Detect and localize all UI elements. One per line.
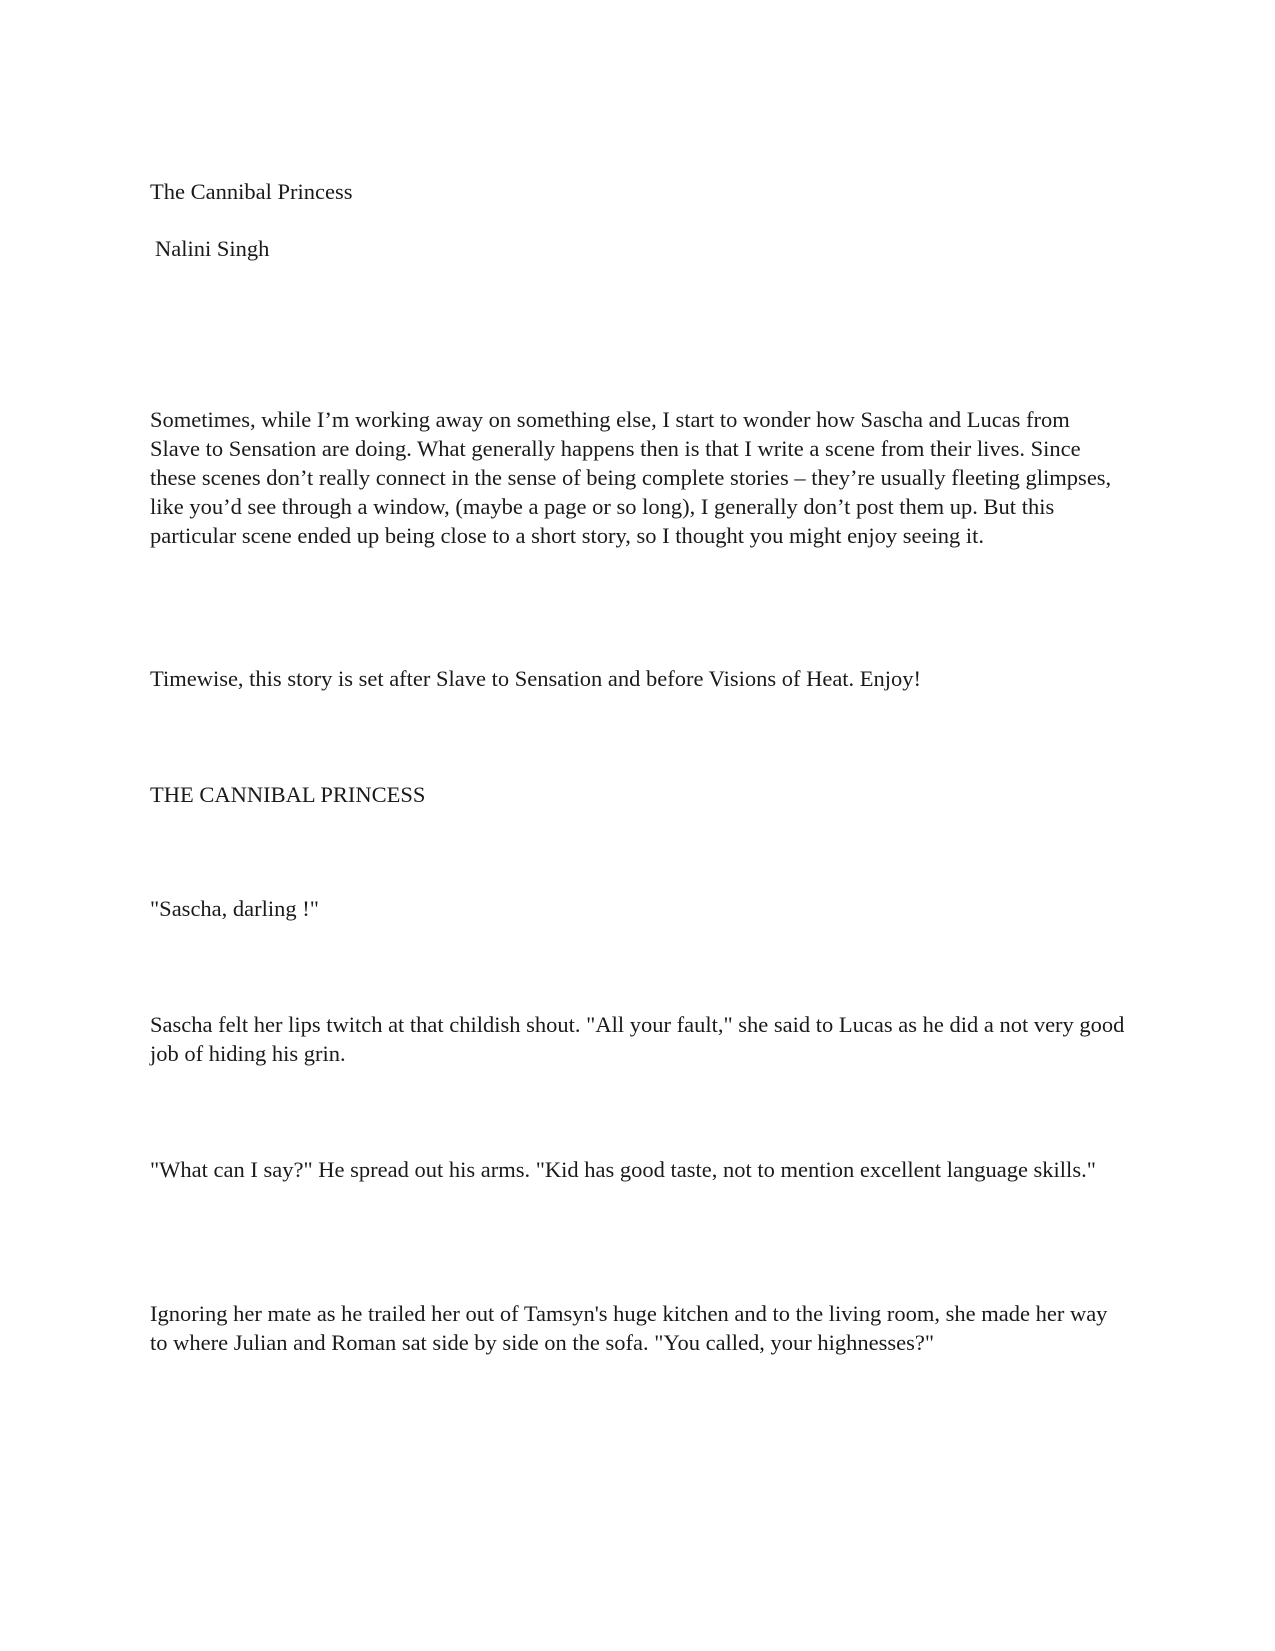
document-title: The Cannibal Princess bbox=[150, 179, 353, 204]
story-paragraph: "Sascha, darling !" bbox=[150, 896, 319, 921]
intro-paragraph: Sometimes, while I’m working away on something else, I start to wonder how Sascha and Lucas from Slave to Sensation are doing. What generally happens then is that I write a scene from their lives. Since these scenes don’t really connect in the sense of being complete stories – they’re usually fleeting glimpses, like you’d see through a window, (maybe a page or so long), I generally don’t post them up. But this particular scene ended up being close to a short story, so I thought you might enjoy seeing it. bbox=[150, 407, 1112, 548]
story-paragraph: "What can I say?" He spread out his arms. "Kid has good taste, not to mention excellent language skills." bbox=[150, 1157, 1096, 1182]
story-paragraph: Sascha felt her lips twitch at that childish shout. "All your fault," she said to Lucas as he did a not very good job of hiding his grin. bbox=[150, 1012, 1125, 1066]
story-heading: THE CANNIBAL PRINCESS bbox=[150, 782, 426, 807]
timeline-note-paragraph: Timewise, this story is set after Slave to Sensation and before Visions of Heat. Enjoy! bbox=[150, 666, 922, 691]
author-name: Nalini Singh bbox=[155, 236, 270, 261]
story-paragraph: Ignoring her mate as he trailed her out of Tamsyn's huge kitchen and to the living room, she made her way to where Julian and Roman sat side by side on the sofa. "You called, your highnesses?" bbox=[150, 1301, 1108, 1355]
